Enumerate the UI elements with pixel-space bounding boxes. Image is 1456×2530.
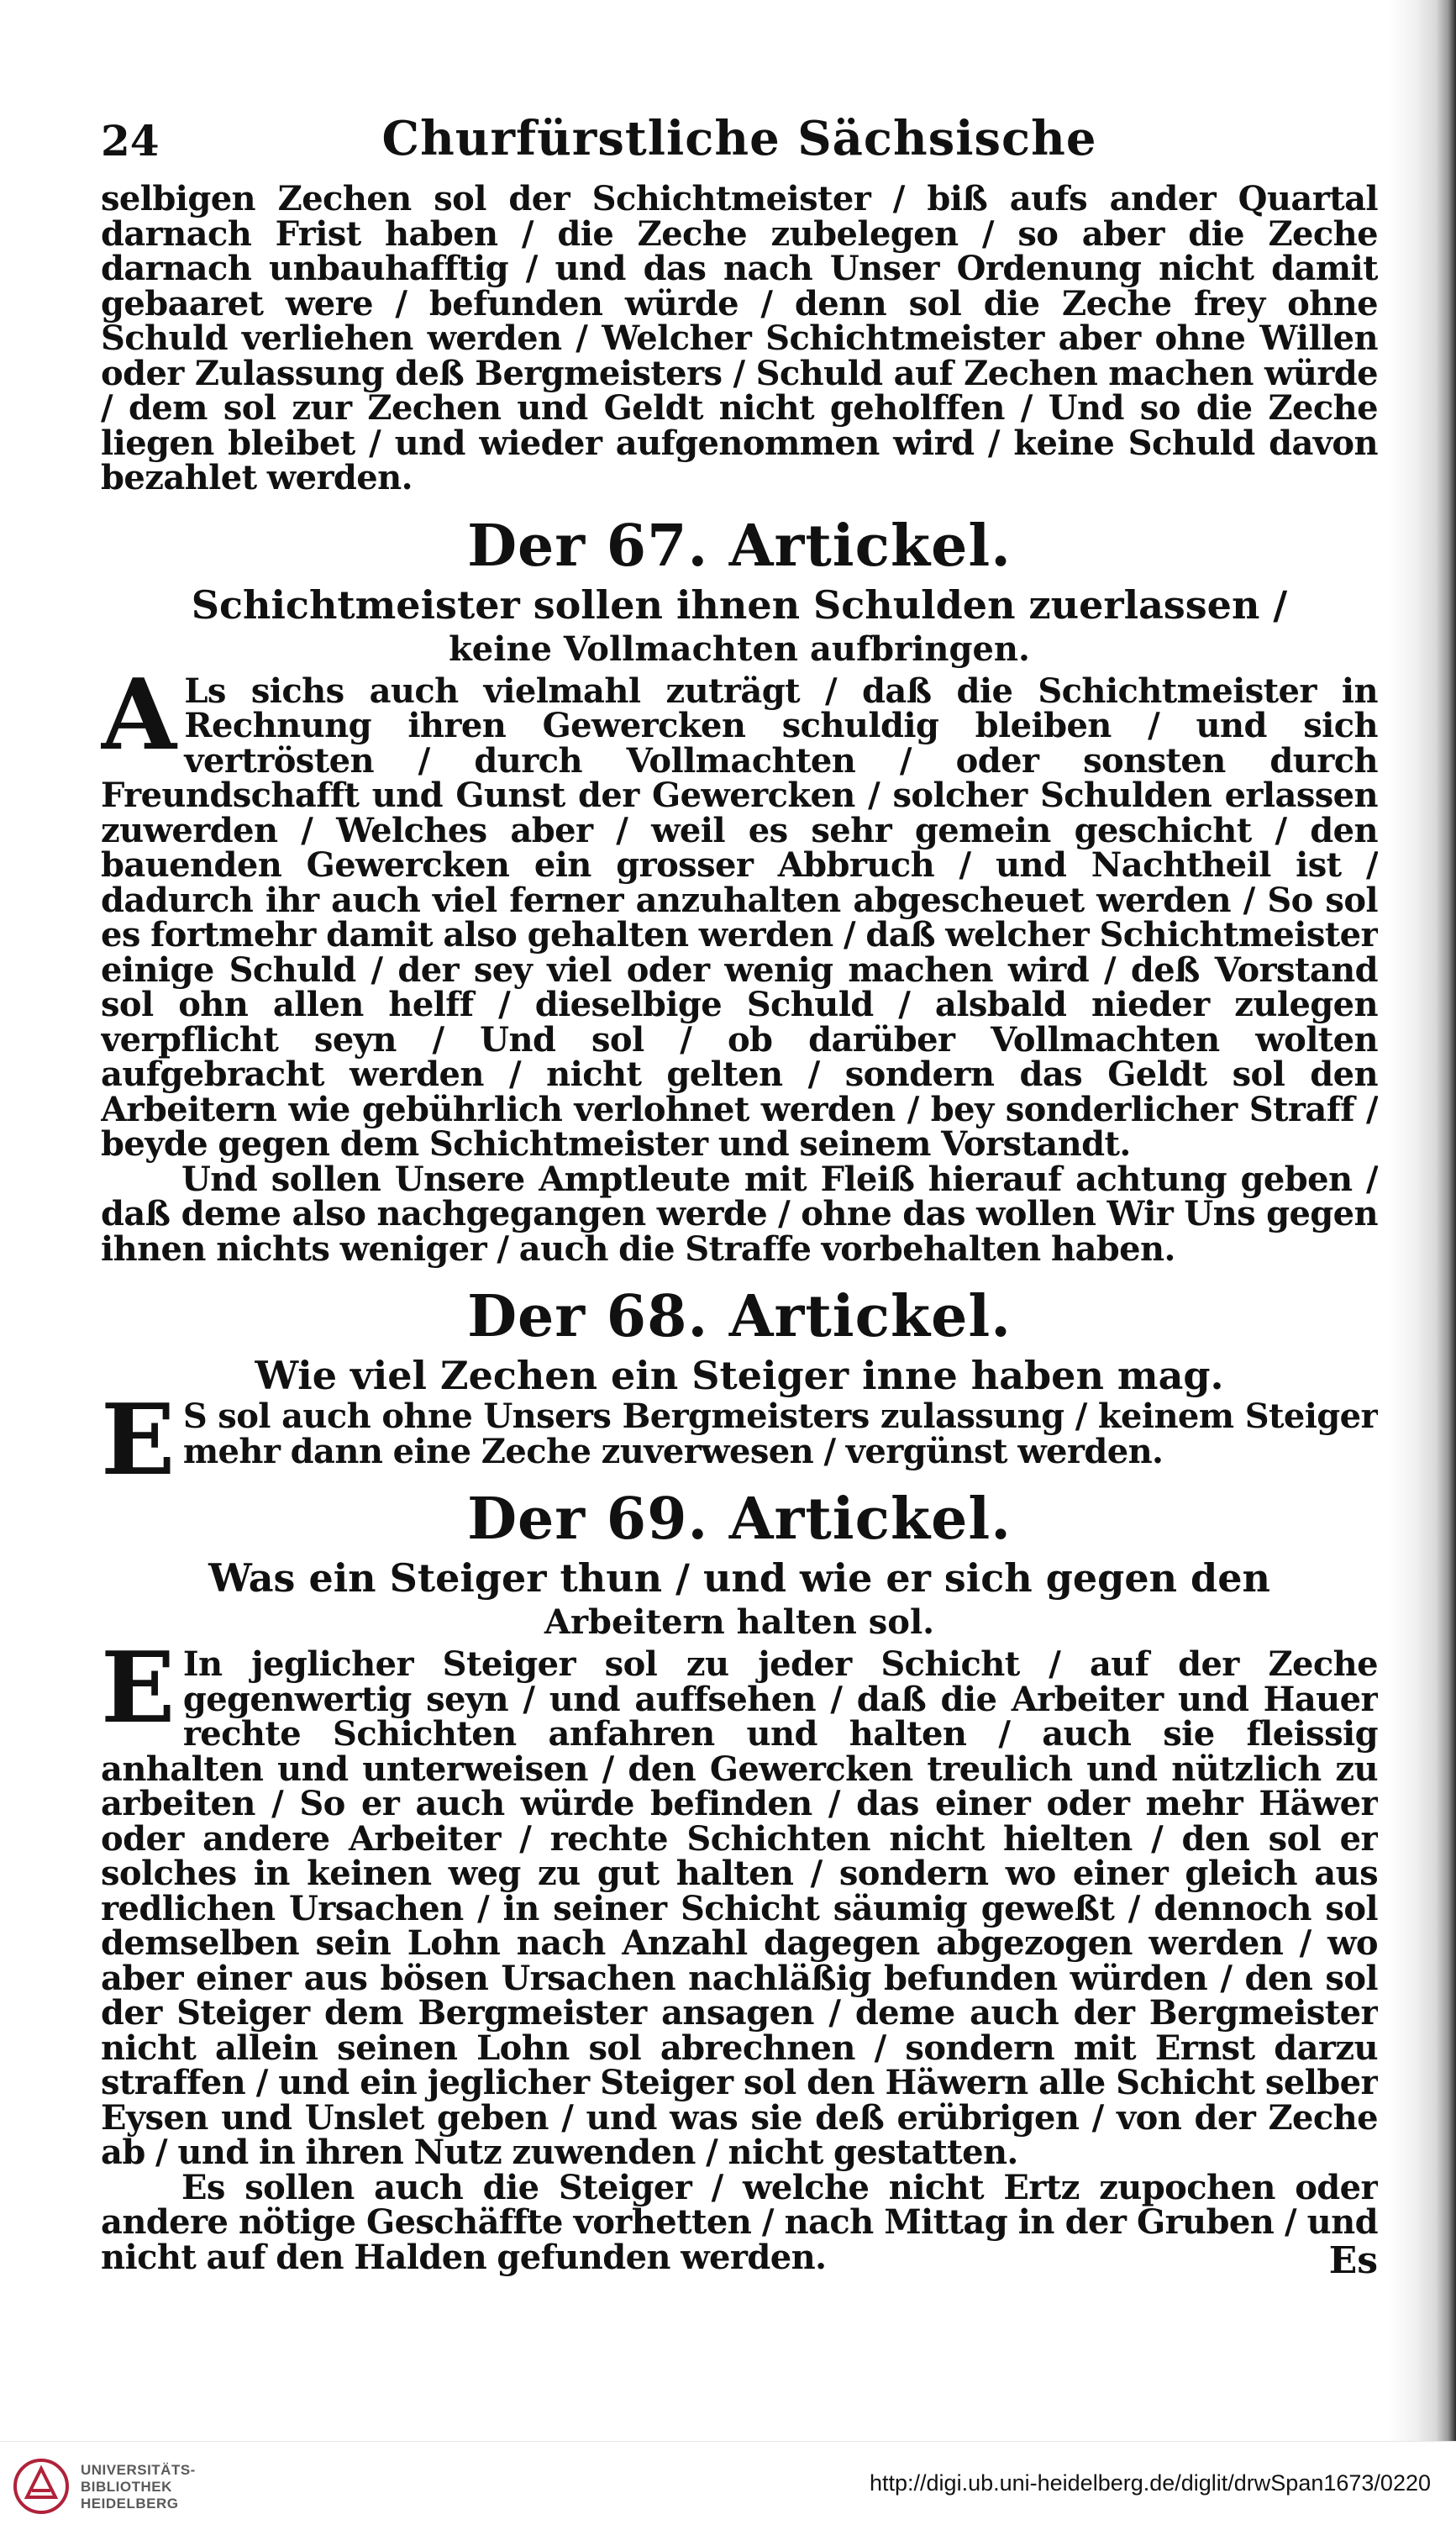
article-67-heading: Der 67. Artickel. — [467, 512, 1012, 580]
article-67-subtitle-line2: keine Vollmachten aufbringen. — [449, 629, 1030, 669]
article-68-subtitle: Wie viel Zechen ein Steiger inne haben mag. — [255, 1353, 1224, 1398]
catchword: Es — [1328, 2239, 1378, 2282]
article-69-subtitle: Was ein Steiger thun / und wie er sich gegen den — [208, 1555, 1270, 1601]
page-header — [101, 101, 1378, 181]
library-name-line-1: UNIVERSITÄTS- — [81, 2462, 196, 2478]
article-68-dropcap: E — [101, 1383, 175, 1497]
running-head: Churfürstliche Sächsische — [381, 111, 1097, 166]
article-69-dropcap: E — [101, 1631, 175, 1745]
article-69-paragraph-2: Es sollen auch die Steiger / welche nicht Ertz zupochen oder andere nötige Geschäffte vorhetten / nach Mittag in der Gruben / und nicht auf den Halden gefunden werden. — [101, 2167, 1378, 2277]
article-69-heading: Der 69. Artickel. — [467, 1486, 1012, 1553]
viewer-footer — [0, 2441, 1456, 2530]
article-67-dropcap: A — [101, 657, 176, 772]
article-67-paragraph-1 — [101, 657, 1378, 1164]
article-68-heading: Der 68. Artickel. — [467, 1283, 1012, 1350]
article-68-paragraph-1 — [101, 1383, 1378, 1497]
permalink-url[interactable]: http://digi.ub.uni-heidelberg.de/diglit/drwSpan1673/0220 — [870, 2470, 1431, 2496]
page-content — [101, 101, 1378, 2285]
library-name-line-2: BIBLIOTHEK — [81, 2479, 172, 2495]
article-69-paragraph-1 — [101, 1631, 1378, 2172]
library-name — [81, 2462, 196, 2512]
article-67-paragraph-2: Und sollen Unsere Amptleute mit Fleiß hierauf achtung geben / daß deme also nachgegangen werde / ohne das wollen Wir Uns gegen ihnen nichts weniger / auch die Straffe vorbehalten haben. — [101, 1159, 1378, 1269]
article-67-paragraph-1-text: Ls sichs auch vielmahl zuträgt / daß die Schichtmeister in Rechnung ihren Gewercken schuldig bleiben / und sich vertrösten / durch Vollmachten / oder sonsten durch Freundschafft und Gunst der Gewercken / solcher Schulden erlassen zuwerden / Welches aber / weil es sehr gemein geschicht / den bauenden Gewercken ein grosser Abbruch / und Nachtheil ist / dadurch ihr auch viel ferner anzuhalten abgescheuet werden / So sol es fortmehr damit also gehalten werden / daß welcher Schichtmeister einige Schuld / der sey viel oder wenig machen wird / deß Vorstand sol ohn allen helff / dieselbige Schuld / alsbald nieder zulegen verpflicht seyn / Und sol / ob darüber Vollmachten wolten aufgebracht werden / nicht gelten / sondern das Geldt sol den Arbeitern wie gebührlich verlohnet werden / bey sonderlicher Straff / beyde gegen dem Schichtmeister und seinem Vorstandt. — [101, 671, 1378, 1164]
library-name-line-3: HEIDELBERG — [81, 2496, 179, 2512]
page-number: 24 — [101, 116, 160, 166]
article-68-paragraph-1-text: S sol auch ohne Unsers Bergmeisters zulassung / keinem Steiger mehr dann eine Zeche zuverwesen / vergünst werden. — [182, 1396, 1378, 1471]
article-69-paragraph-1-text: In jeglicher Steiger sol zu jeder Schicht / auf der Zeche gegenwertig seyn / und auffsehen / daß die Arbeiter und Hauer rechte Schichten anfahren und halten / auch sie fleissig anhalten und unterweisen / den Gewercken treulich und nützlich zu arbeiten / So er auch würde befinden / das einer oder mehr Häwer oder andere Arbeiter / rechte Schichten nicht hielten / den sol er solches in keinen weg zu gut halten / sondern wo einer gleich aus redlichen Ursachen / in seiner Schicht säumig geweßt / dennoch sol demselben sein Lohn nach Anzahl dagegen abgezogen werden / wo aber einer aus bösen Ursachen nachläßig befunden würden / den sol der Steiger dem Bergmeister ansagen / deme auch der Bergmeister nicht allein seinen Lohn sol abrechnen / sondern mit Ernst darzu straffen / und ein jeglicher Steiger sol den Häwern alle Schicht selber Eysen und Unslet geben / und was sie deß erübrigen / von der Zeche ab / und in ihren Nutz zuwenden / nicht gestatten. — [101, 1644, 1378, 2172]
university-seal-icon — [12, 2457, 71, 2516]
article-67-subtitle: Schichtmeister sollen ihnen Schulden zuerlassen / — [191, 581, 1288, 628]
page-gutter-shadow — [1389, 0, 1456, 2441]
section-intro-paragraph: selbigen Zechen sol der Schichtmeister / biß aufs ander Quartal darnach Frist haben / die Zeche zubelegen / so aber die Zeche darnach unbauhafftig / und das nach Unser Ordenung nicht damit gebaaret were / befunden würde / denn sol die Zeche frey ohne Schuld verliehen werden / Welcher Schichtmeister aber ohne Willen oder Zulassung deß Bergmeisters / Schuld auf Zechen machen würde / dem sol zur Zechen und Geldt nicht geholffen / Und so die Zeche liegen bleibet / und wieder aufgenommen wird / keine Schuld davon bezahlet werden. — [101, 179, 1378, 497]
article-69-subtitle-line2: Arbeitern halten sol. — [544, 1602, 935, 1642]
